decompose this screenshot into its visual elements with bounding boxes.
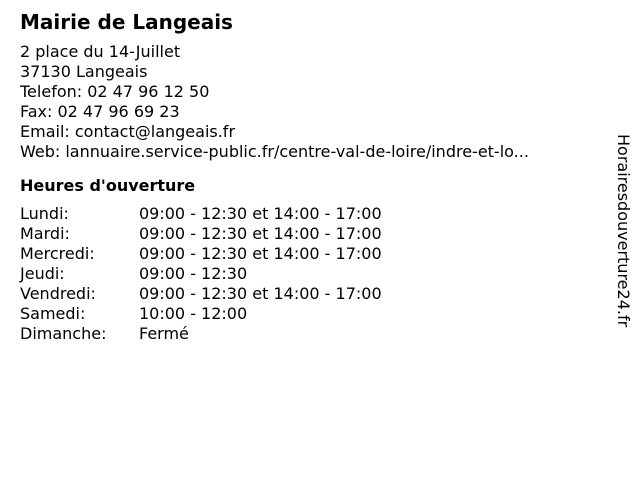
place-card: [20, 10, 600, 344]
day-hours: 09:00 - 12:30: [139, 264, 248, 283]
hours-row-thursday: [20, 264, 600, 284]
hours-row-sunday: [20, 324, 600, 344]
day-label: Jeudi:: [20, 264, 65, 283]
address-city: 37130 Langeais: [20, 62, 148, 81]
hours-row-friday: [20, 284, 600, 304]
hours-row-tuesday: [20, 224, 600, 244]
day-hours: 09:00 - 12:30 et 14:00 - 17:00: [139, 204, 382, 223]
opening-hours-table: [20, 204, 600, 344]
opening-hours-title: Heures d'ouverture: [20, 176, 196, 195]
place-title: Mairie de Langeais: [20, 10, 233, 34]
phone-text: Telefon: 02 47 96 12 50: [20, 82, 210, 101]
day-label: Vendredi:: [20, 284, 96, 303]
day-label: Lundi:: [20, 204, 69, 223]
day-hours: 10:00 - 12:00: [139, 304, 248, 323]
email-text: Email: contact@langeais.fr: [20, 122, 236, 141]
day-label: Mardi:: [20, 224, 70, 243]
site-watermark: Horairesdouverture24.fr: [614, 134, 633, 328]
fax-text: Fax: 02 47 96 69 23: [20, 102, 180, 121]
address-street: 2 place du 14-Juillet: [20, 42, 181, 61]
day-hours: 09:00 - 12:30 et 14:00 - 17:00: [139, 284, 382, 303]
day-hours: 09:00 - 12:30 et 14:00 - 17:00: [139, 244, 382, 263]
web-text: Web: lannuaire.service-public.fr/centre-val-de-loire/indre-et-lo...: [20, 142, 529, 161]
day-hours: 09:00 - 12:30 et 14:00 - 17:00: [139, 224, 382, 243]
day-label: Mercredi:: [20, 244, 95, 263]
day-hours: Fermé: [139, 324, 189, 343]
hours-row-saturday: [20, 304, 600, 324]
hours-row-monday: [20, 204, 600, 224]
hours-row-wednesday: [20, 244, 600, 264]
day-label: Dimanche:: [20, 324, 107, 343]
day-label: Samedi:: [20, 304, 86, 323]
